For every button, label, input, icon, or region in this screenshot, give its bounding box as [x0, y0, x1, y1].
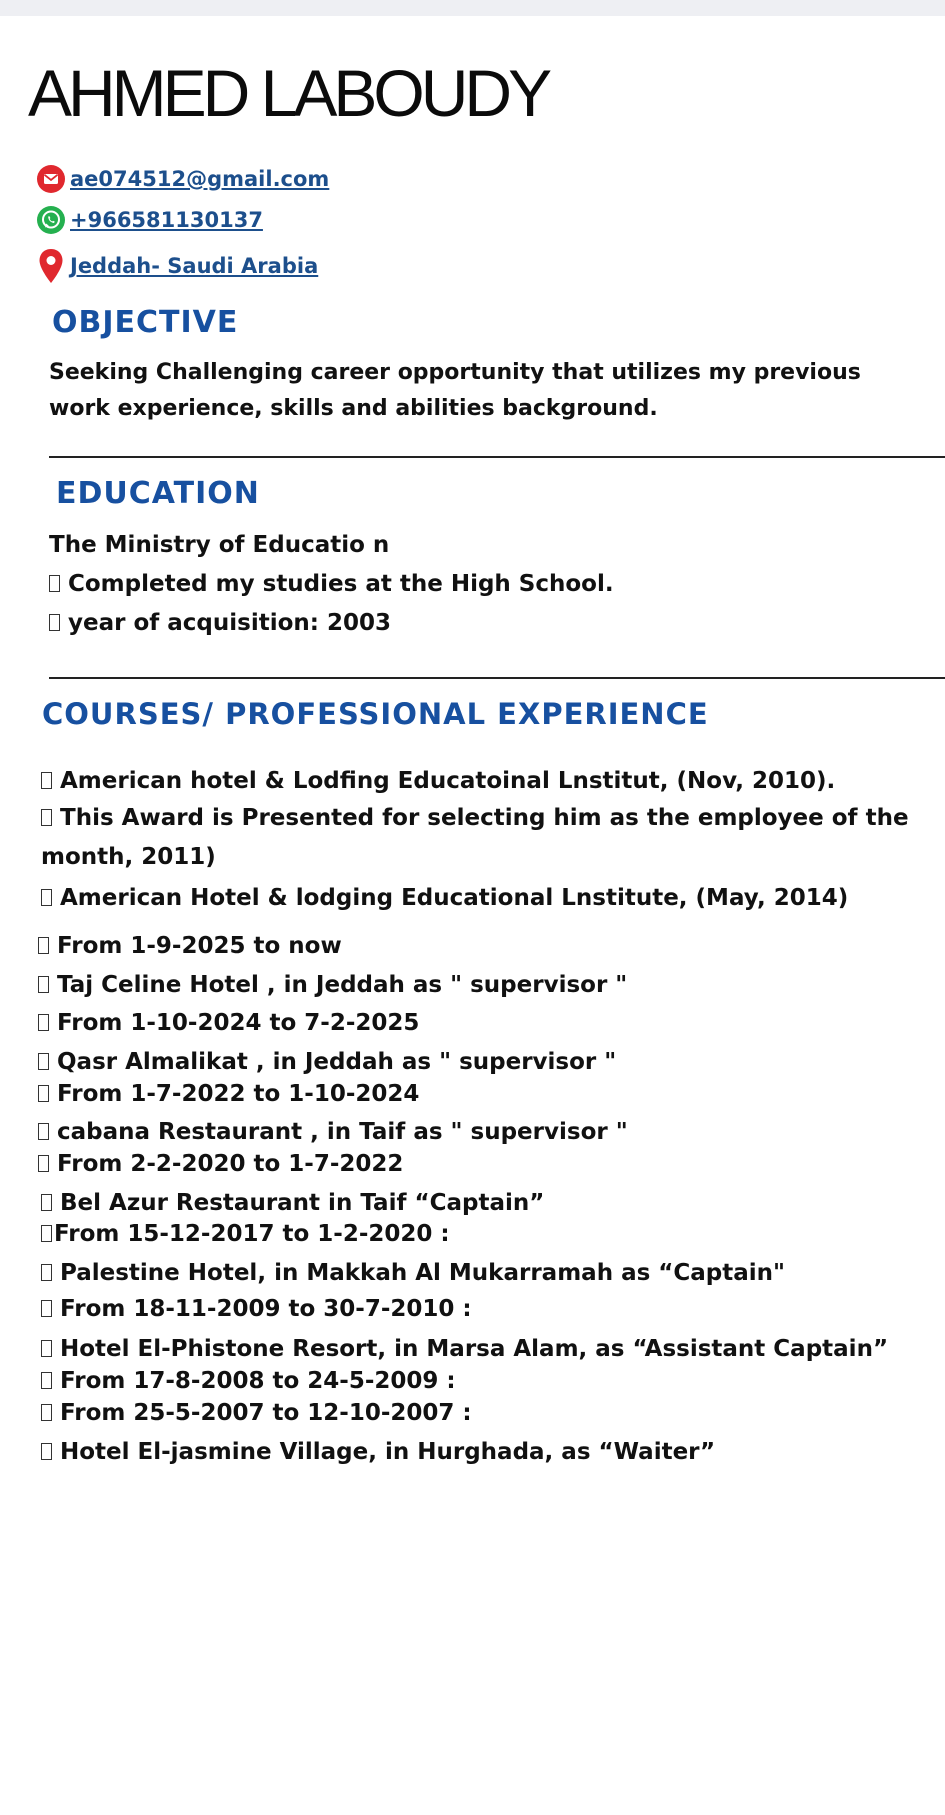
bullet-icon — [49, 614, 60, 631]
job-line: cabana Restaurant , in Taif as " supervisor " — [38, 1117, 628, 1147]
email-icon — [36, 164, 66, 194]
email-link[interactable]: ae074512@gmail.com — [70, 167, 330, 191]
education-heading: EDUCATION — [56, 476, 260, 511]
bullet-icon — [41, 1194, 52, 1211]
bullet-icon — [38, 976, 49, 993]
education-item: year of acquisition: 2003 — [49, 608, 391, 638]
bullet-icon — [38, 1085, 49, 1102]
contact-phone-row — [36, 203, 263, 237]
job-line: From 15-12-2017 to 1-2-2020 : — [41, 1219, 450, 1249]
bullet-icon — [41, 1264, 52, 1281]
education-item: Completed my studies at the High School. — [49, 569, 614, 599]
job-line: From 1-10-2024 to 7-2-2025 — [38, 1008, 419, 1038]
job-line: Qasr Almalikat , in Jeddah as " supervisor " — [38, 1047, 616, 1077]
objective-heading: OBJECTIVE — [52, 305, 239, 340]
bullet-icon — [49, 575, 60, 592]
bullet-icon — [38, 1155, 49, 1172]
job-line: Bel Azur Restaurant in Taif “Captain” — [41, 1188, 544, 1218]
job-line: From 1-7-2022 to 1-10-2024 — [38, 1079, 419, 1109]
contact-email-row — [36, 162, 329, 196]
job-line: Hotel El-jasmine Village, in Hurghada, as “Waiter” — [41, 1437, 715, 1467]
candidate-name: AHMED LABOUDY — [28, 56, 549, 130]
section-divider — [49, 677, 945, 679]
bullet-icon — [38, 1014, 49, 1031]
education-institution: The Ministry of Educatio n — [49, 532, 390, 558]
location-link[interactable]: Jeddah- Saudi Arabia — [70, 254, 319, 278]
job-line: From 2-2-2020 to 1-7-2022 — [38, 1149, 403, 1179]
job-line: From 18-11-2009 to 30-7-2010 : — [41, 1294, 472, 1324]
bullet-icon — [41, 1443, 52, 1460]
top-bar — [0, 0, 945, 16]
job-line: Hotel El-Phistone Resort, in Marsa Alam, as “Assistant Captain” — [41, 1334, 888, 1364]
job-line: Palestine Hotel, in Makkah Al Mukarramah as “Captain" — [41, 1258, 785, 1288]
bullet-icon — [41, 1300, 52, 1317]
bullet-icon — [41, 1225, 52, 1242]
bullet-icon — [41, 889, 52, 906]
bullet-icon — [41, 772, 52, 789]
phone-link[interactable]: +966581130137 — [70, 208, 263, 232]
bullet-icon — [41, 1340, 52, 1357]
objective-text: Seeking Challenging career opportunity that utilizes my previous work experience, skills and abilities background. — [49, 360, 861, 421]
bullet-icon — [38, 1123, 49, 1140]
job-line: From 1-9-2025 to now — [38, 931, 342, 961]
course-item: This Award is Presented for selecting him as the employee of the month, 2011) — [41, 805, 909, 870]
job-line: From 17-8-2008 to 24-5-2009 : — [41, 1366, 456, 1396]
bullet-icon — [38, 1053, 49, 1070]
job-line: From 25-5-2007 to 12-10-2007 : — [41, 1398, 472, 1428]
whatsapp-icon — [36, 205, 66, 235]
location-pin-icon — [36, 251, 66, 281]
bullet-icon — [41, 1372, 52, 1389]
bullet-icon — [38, 937, 49, 954]
course-item: American Hotel & lodging Educational Lnstitute, (May, 2014) — [41, 883, 848, 913]
bullet-icon — [41, 809, 52, 826]
job-line: Taj Celine Hotel , in Jeddah as " supervisor " — [38, 970, 627, 1000]
course-item: American hotel & Lodfing Educatoinal Lnstitut, (Nov, 2010). — [41, 766, 835, 796]
contact-location-row — [36, 249, 318, 283]
bullet-icon — [41, 1404, 52, 1421]
experience-heading: COURSES/ PROFESSIONAL EXPERIENCE — [42, 697, 709, 731]
section-divider — [49, 456, 945, 458]
